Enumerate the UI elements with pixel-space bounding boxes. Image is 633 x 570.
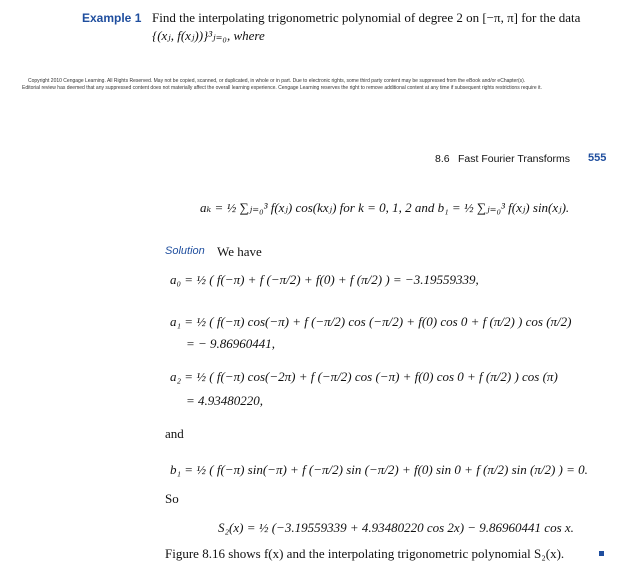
equation-b1: b₁ = ½ ( f(−π) sin(−π) + f (−π/2) sin (−π/2) + f(0) sin 0 + f (π/2) sin (π/2) ) = 0. [170, 462, 588, 477]
solution-label: Solution [165, 245, 205, 257]
solution-intro: We have [217, 244, 262, 259]
formula-coefficient-definitions: aₖ = ½ ∑ⱼ₌₀³ f(xⱼ) cos(kxⱼ) for k = 0, 1, 2 and b₁ = ½ ∑ⱼ₌₀³ f(xⱼ) sin(xⱼ). [200, 200, 570, 215]
example-statement-line1: Find the interpolating trigonometric polynomial of degree 2 on [−π, π] for the data [152, 10, 581, 25]
figure-reference: Figure 8.16 shows f(x) and the interpolating trigonometric polynomial S₂(x). [165, 546, 565, 561]
header-section: 8.6 [435, 153, 450, 165]
word-and: and [165, 426, 184, 441]
copyright-line2: Editorial review has deemed that any suppressed content does not materially affect the overall learning experience. Cengage Learning reserves the right to remove additional content at any time if subsequent rights restrictions require it. [22, 85, 542, 91]
equation-s2: S₂(x) = ½ (−3.19559339 + 4.93480220 cos 2x) − 9.86960441 cos x. [218, 520, 574, 535]
equation-a1-line2: = − 9.86960441, [186, 336, 276, 351]
example-statement-line2: {(xⱼ, f(xⱼ))}³ⱼ₌₀, where [152, 28, 265, 43]
copyright-line1: Copyright 2010 Cengage Learning. All Rights Reserved. May not be copied, scanned, or duplicated, in whole or in part. Due to electronic rights, some third party content may be suppressed from the eBook and/or eChapter(s). [28, 78, 526, 84]
equation-a0: a₀ = ½ ( f(−π) + f (−π/2) + f(0) + f (π/2) ) = −3.19559339, [170, 272, 479, 287]
equation-a2-line2: = 4.93480220, [186, 393, 264, 408]
example-label: Example 1 [82, 11, 142, 25]
header-title: Fast Fourier Transforms [458, 153, 571, 165]
equation-a2-line1: a₂ = ½ ( f(−π) cos(−2π) + f (−π/2) cos (−π) + f(0) cos 0 + f (π/2) ) cos (π) [170, 369, 558, 384]
header-page-number: 555 [588, 152, 607, 164]
equation-a1-line1: a₁ = ½ ( f(−π) cos(−π) + f (−π/2) cos (−π/2) + f(0) cos 0 + f (π/2) ) cos (π/2) [170, 314, 572, 329]
word-so: So [165, 491, 179, 506]
end-of-example-square [599, 551, 604, 556]
